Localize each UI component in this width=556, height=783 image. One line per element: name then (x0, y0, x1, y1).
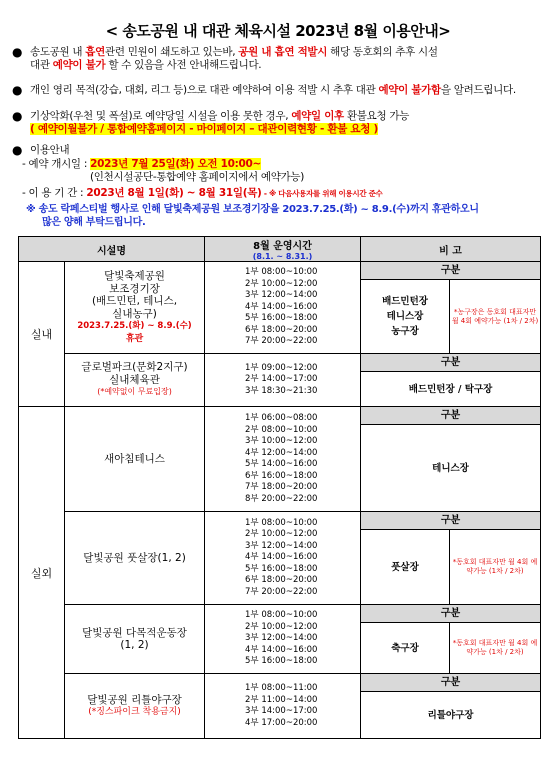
remark-cell: 구분 배드민턴장 테니스장 농구장 *농구장은 동호회 대표자만 월 4회 예약가능 (1차 / 2차) (361, 262, 541, 354)
time-slot: 2부 10:00~12:00 (245, 529, 318, 540)
table-row (19, 674, 541, 739)
bullet-icon: ● (12, 143, 23, 157)
bullet-icon: ● (12, 83, 23, 97)
remark-cell: 구분 리틀야구장 (361, 674, 541, 739)
facility-name: 달빛공원 다목적운동장 (1, 2) (65, 605, 205, 674)
facility-name: 글로벌파크(문화2지구) 실내체육관 (*예약없이 무료입장) (65, 354, 205, 407)
facility-table (18, 236, 541, 739)
sport-label: 농구장 (391, 326, 419, 337)
time-slots (205, 354, 361, 407)
page-title: < 송도공원 내 대관 체육시설 2023년 8월 이용안내> (105, 22, 451, 40)
time-slot: 7부 18:00~20:00 (245, 482, 318, 492)
time-slots (205, 407, 361, 512)
table-header (19, 237, 541, 262)
table-row (19, 605, 541, 674)
time-slot: 5부 16:00~18:00 (245, 313, 318, 324)
table-row (19, 407, 541, 512)
time-slot: 3부 12:00~14:00 (245, 540, 318, 551)
time-slot: 1부 09:00~12:00 (245, 362, 318, 373)
time-slot: 1부 08:00~10:00 (245, 517, 318, 528)
category-indoor: 실내 (19, 262, 65, 407)
time-slot: 1부 06:00~08:00 (245, 413, 318, 423)
time-slot: 4부 14:00~16:00 (245, 644, 318, 655)
time-slot: 3부 18:30~21:30 (245, 385, 318, 396)
header-remark: 비 고 (361, 237, 541, 262)
notice-commercial: ● 개인 영리 목적(강습, 대회, 리그 등)으로 대관 예약하여 이용 적발 시 추후 대관 예약이 불가함을 알려드립니다. (12, 83, 516, 97)
time-slot: 6부 18:00~20:00 (245, 575, 318, 586)
time-slot: 6부 16:00~18:00 (245, 470, 318, 481)
time-slot: 2부 11:00~14:00 (245, 694, 318, 705)
notice-smoking: ● 송도공원 내 흡연관련 민원이 쇄도하고 있는바, 공원 내 흡연 적발시 해당 동호회의 추후 시설 대관 예약이 불가 할 수 있음을 사전 안내해드립니다. (12, 45, 438, 71)
time-slot: 5부 16:00~18:00 (245, 563, 318, 574)
header-facility: 시설명 (19, 237, 205, 262)
time-slot: 2부 10:00~12:00 (245, 278, 318, 289)
table-row (19, 512, 541, 605)
time-slot: 7부 20:00~22:00 (245, 336, 318, 347)
bullet-icon: ● (12, 109, 23, 123)
time-slot: 3부 14:00~17:00 (245, 706, 318, 716)
facility-name: 달빛공원 풋살장(1, 2) (65, 512, 205, 605)
bullet-icon: ● (12, 45, 23, 59)
time-slot: 6부 18:00~20:00 (245, 324, 318, 335)
usage-info: ● 이용안내 - 예약 개시일 : 2023년 7월 25일(화) 오전 10:00~ (인천시설공단-통합예약 홈페이지에서 예약가능) - 이 용 기 간 : 2023년 8월 1일(화) ~ 8월 31일(목) - ※ 다음사용자를 위해 이용시간 준수 ※ 송도 락페스티벌 행사로 인해 달빛축제공원 보조경기장을 2023.7.25.(화) ~ 8.9.(수)까지 휴관하오니 많은 양해 부탁드립니다. (12, 143, 479, 228)
time-slot: 8부 20:00~22:00 (245, 493, 318, 504)
facility-name: 새아침테니스 (65, 407, 205, 512)
remark-cell: 구분 축구장 *동호회 대표자만 월 4회 예약가능 (1차 / 2차) (361, 605, 541, 674)
remark-cell: 구분 배드민턴장 / 탁구장 (361, 354, 541, 407)
sport-label: 배드민턴장 (382, 296, 428, 307)
facility-name: 달빛공원 리틀야구장 (*징스파이크 착용금지) (65, 674, 205, 739)
time-slot: 3부 10:00~12:00 (245, 436, 318, 446)
sport-label: 테니스장 (386, 311, 424, 322)
time-slot: 4부 14:00~16:00 (245, 552, 318, 563)
time-slot: 1부 08:00~10:00 (245, 267, 318, 278)
remark-cell: 구분 풋살장 *동호회 대표자만 월 4회 예약가능 (1차 / 2차) (361, 512, 541, 605)
time-slots (205, 262, 361, 354)
header-time: 8월 운영시간 (8.1. ~ 8.31.) (205, 237, 361, 262)
time-slot: 7부 20:00~22:00 (245, 586, 318, 597)
remark-cell: 구분 테니스장 (361, 407, 541, 512)
time-slot: 2부 10:00~12:00 (245, 621, 318, 632)
facility-name: 달빛축제공원 보조경기장 (배드민턴, 테니스, 실내농구) 2023.7.25.(화) ~ 8.9.(수) 휴관 (65, 262, 205, 354)
category-outdoor: 실외 (19, 407, 65, 739)
time-slot: 3부 12:00~14:00 (245, 633, 318, 644)
time-slot: 4부 17:00~20:00 (245, 717, 318, 728)
time-slot: 2부 08:00~10:00 (245, 424, 318, 435)
table-row (19, 354, 541, 407)
notice-refund: ● 기상악화(우천 및 폭설)로 예약당일 시설을 이용 못한 경우, 예약일 이후 환불요청 가능 ( 예약이월불가 / 통합예약홈페이지 - 마이페이지 – 대관이력현황 - 환불 요청 ) (12, 109, 410, 135)
time-slot: 4부 14:00~16:00 (245, 301, 318, 312)
time-slot: 5부 16:00~18:00 (245, 656, 318, 667)
time-slots (205, 674, 361, 739)
time-slots (205, 605, 361, 674)
time-slot: 1부 08:00~10:00 (245, 610, 318, 621)
time-slot: 3부 12:00~14:00 (245, 290, 318, 301)
time-slot: 5부 14:00~16:00 (245, 459, 318, 469)
time-slot: 1부 08:00~11:00 (245, 683, 318, 693)
time-slot: 4부 12:00~14:00 (245, 447, 318, 458)
time-slot: 2부 14:00~17:00 (245, 374, 318, 385)
time-slots (205, 512, 361, 605)
table-row (19, 262, 541, 354)
